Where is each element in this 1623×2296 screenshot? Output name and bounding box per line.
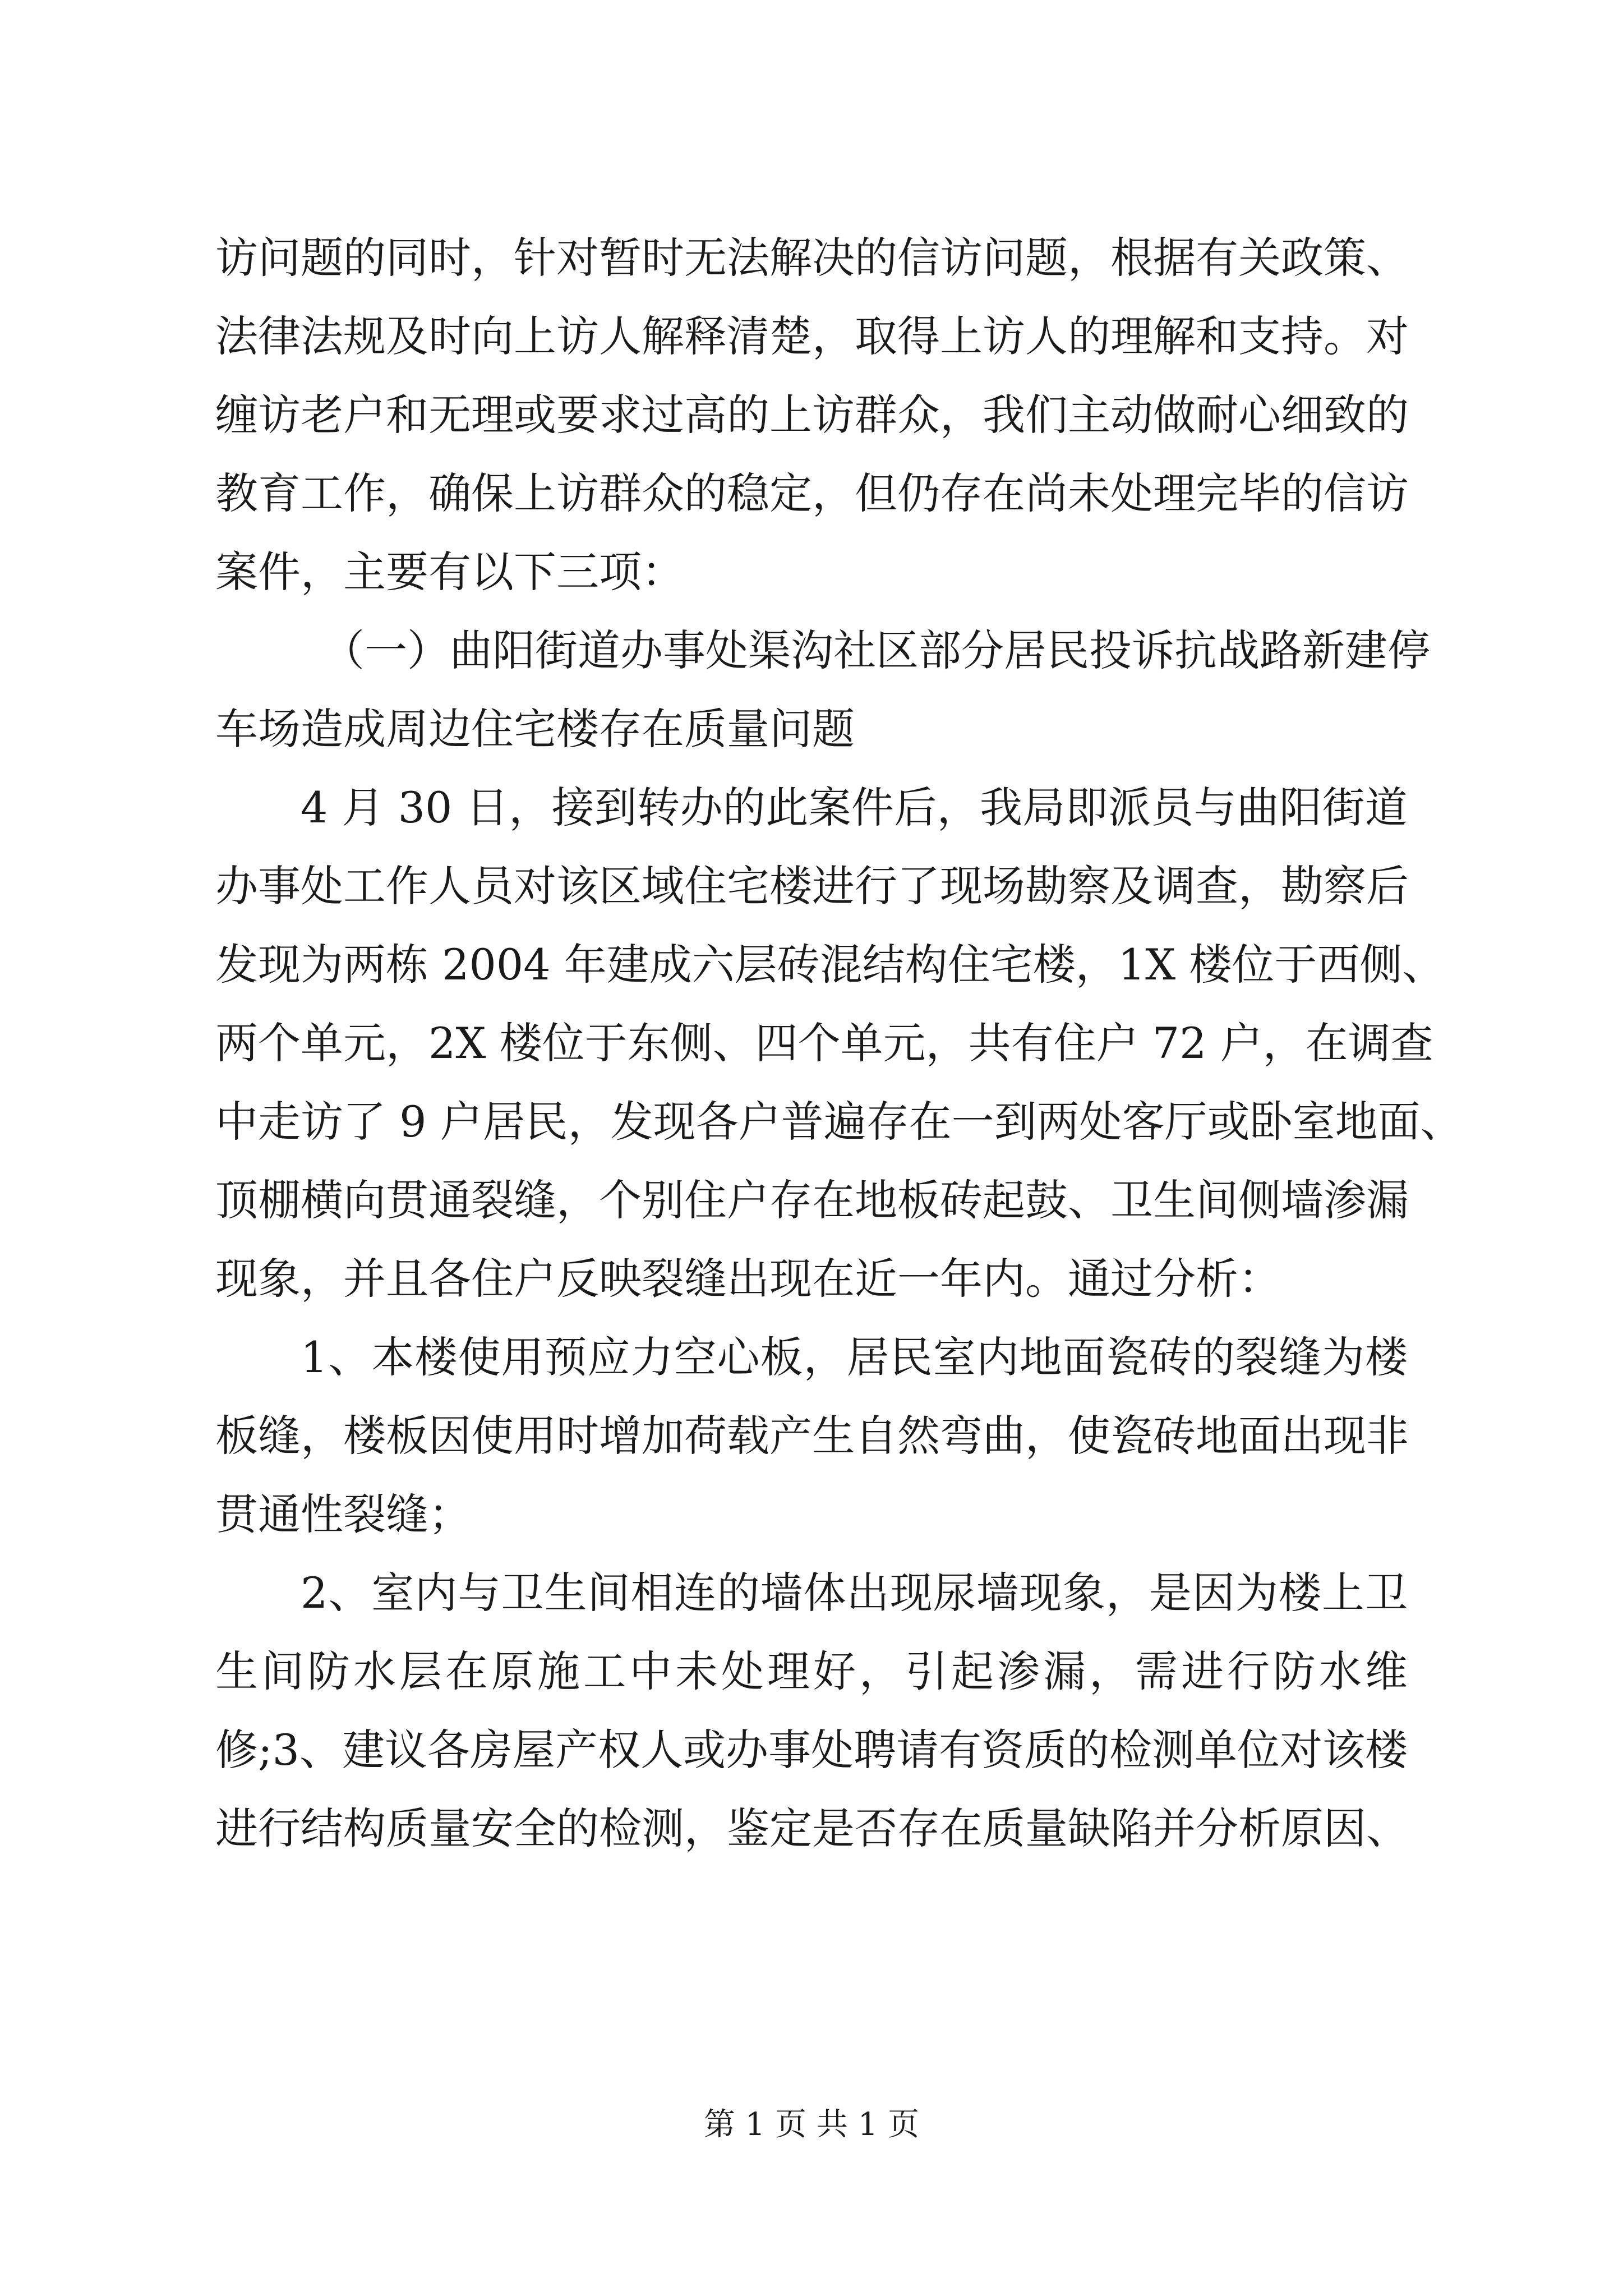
text-line: 办事处工作人员对该区域住宅楼进行了现场勘察及调查，勘察后 (215, 861, 1409, 911)
paragraph (215, 219, 1408, 611)
section-heading (215, 611, 1430, 769)
text-line: 顶棚横向贯通裂缝，个别住户存在地板砖起鼓、卫生间侧墙渗漏 (215, 1175, 1409, 1225)
paragraph (215, 1554, 1408, 1868)
text-line: 进行结构质量安全的检测，鉴定是否存在质量缺陷并分析原因、 (215, 1803, 1409, 1853)
text-line: 缠访老户和无理或要求过高的上访群众，我们主动做耐心细致的 (215, 390, 1409, 440)
paragraph (215, 1318, 1408, 1554)
text-line: 现象，并且各住户反映裂缝出现在近一年内。通过分析： (215, 1254, 1281, 1304)
paragraph (215, 769, 1463, 1318)
text-line: 贯通性裂缝； (215, 1489, 471, 1539)
text-line: 两个单元，2X 楼位于东侧、四个单元，共有住户 72 户，在调查 (215, 1018, 1433, 1068)
text-line: 生间防水层在原施工中未处理好，引起渗漏，需进行防水维 (215, 1646, 1408, 1696)
text-line: 2、室内与卫生间相连的墙体出现尿墙现象，是因为楼上卫 (301, 1568, 1408, 1618)
text-line: 法律法规及时向上访人解释清楚，取得上访人的理解和支持。对 (215, 311, 1409, 361)
document-body (215, 219, 1463, 1868)
text-line: 4 月 30 日，接到转办的此案件后，我局即派员与曲阳街道 (301, 783, 1408, 832)
page-footer: 第 1 页 共 1 页 (703, 2106, 920, 2143)
text-line: （一）曲阳街道办事处渠沟社区部分居民投诉抗战路新建停 (322, 625, 1430, 675)
text-line: 案件，主要有以下三项： (215, 547, 684, 597)
text-line: 修;3、建议各房屋产权人或办事处聘请有资质的检测单位对该楼 (215, 1725, 1408, 1775)
text-line: 中走访了 9 户居民，发现各户普遍存在一到两处客厅或卧室地面、 (215, 1097, 1463, 1147)
text-line: 板缝，楼板因使用时增加荷载产生自然弯曲，使瓷砖地面出现非 (215, 1411, 1409, 1461)
text-line: 车场造成周边住宅楼存在质量问题 (215, 704, 855, 754)
text-line: 发现为两栋 2004 年建成六层砖混结构住宅楼，1X 楼位于西侧、 (215, 940, 1445, 990)
text-line: 访问题的同时，针对暂时无法解决的信访问题，根据有关政策、 (215, 233, 1409, 283)
text-line: 1、本楼使用预应力空心板，居民室内地面瓷砖的裂缝为楼 (301, 1332, 1408, 1382)
text-line: 教育工作，确保上访群众的稳定，但仍存在尚未处理完毕的信访 (215, 468, 1409, 518)
